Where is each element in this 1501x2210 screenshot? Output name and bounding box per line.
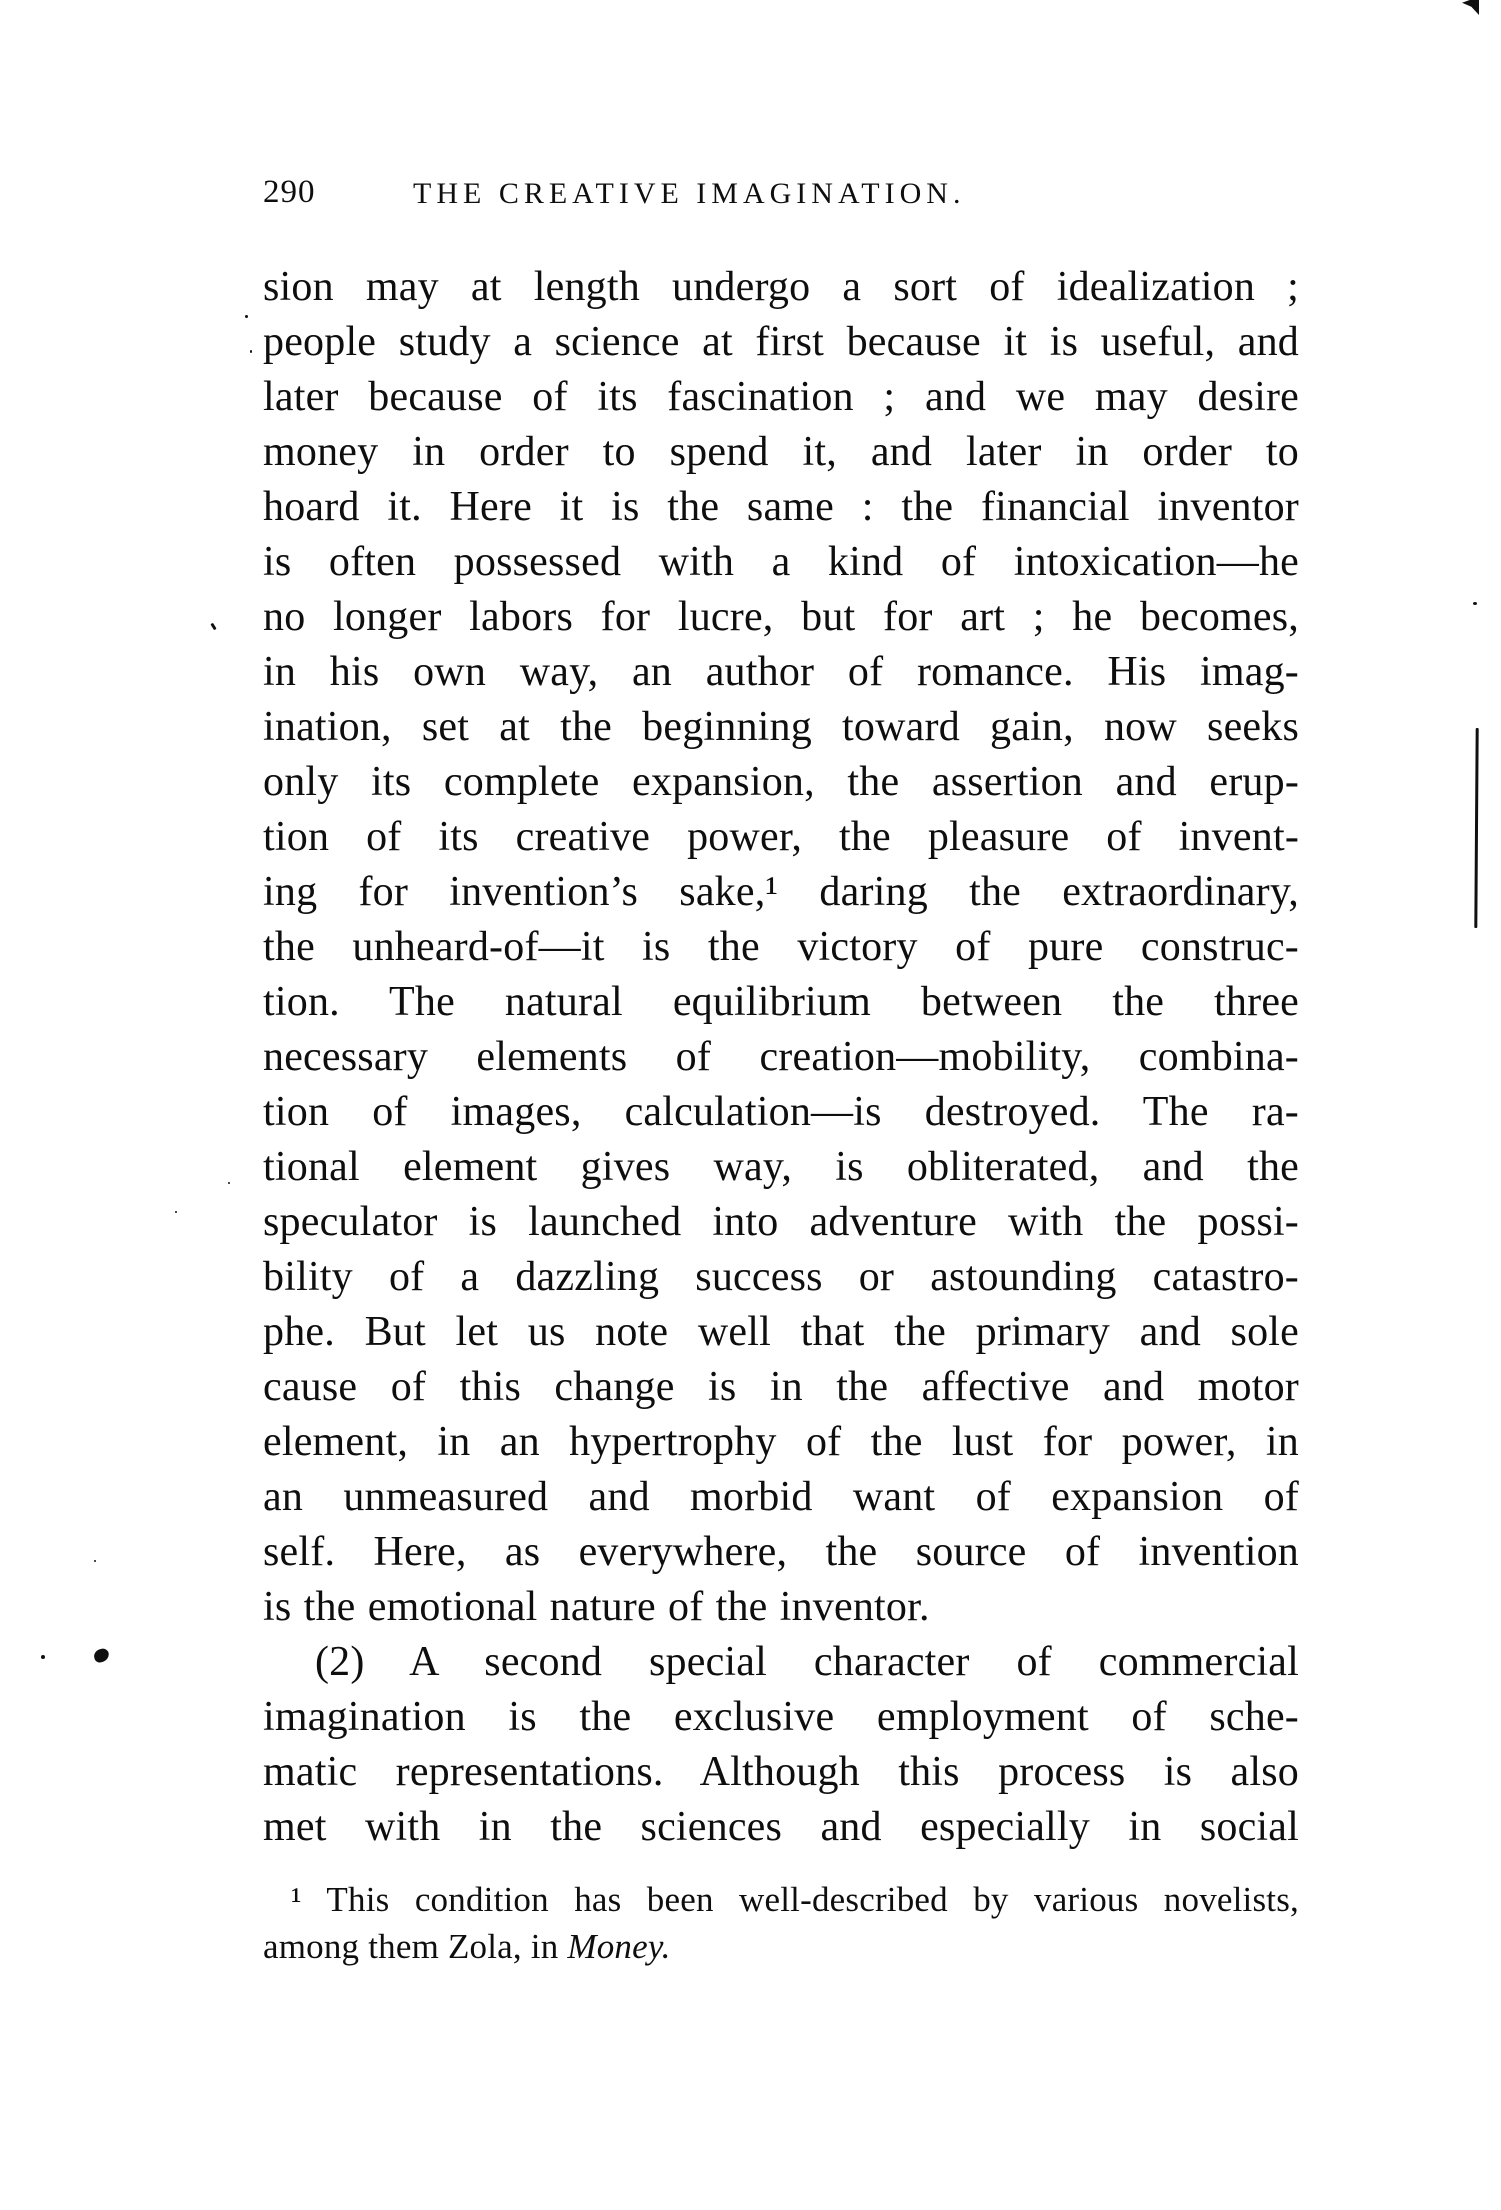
footnote-line <box>263 1923 1299 1970</box>
text-line: money in order to spend it, and later in order to <box>263 429 1299 475</box>
ink-speck <box>250 350 252 353</box>
text-line: necessary elements of creation—mobility, combina- <box>263 1034 1299 1080</box>
text-line: ination, set at the beginning toward gain, now seeks <box>263 704 1299 750</box>
text-line: imagination is the exclusive employment of sche- <box>263 1694 1299 1740</box>
footnote-line <box>263 1876 1299 1923</box>
text-line: hoard it. Here it is the same : the financial inventor <box>263 484 1299 530</box>
text-line: bility of a dazzling success or astounding catastro- <box>263 1254 1299 1300</box>
footnote <box>263 1876 1299 1970</box>
ink-speck <box>41 1655 45 1659</box>
ink-blob <box>93 1647 111 1663</box>
text-line: is often possessed with a kind of intoxication—he <box>263 539 1299 585</box>
text-line: no longer labors for lucre, but for art ; he becomes, <box>263 594 1299 640</box>
text-line: phe. But let us note well that the primary and sole <box>263 1309 1299 1355</box>
text-line: tional element gives way, is obliterated, and the <box>263 1144 1299 1190</box>
ink-speck <box>245 315 248 318</box>
text-line: people study a science at first because it is useful, and <box>263 319 1299 365</box>
text-line: is the emotional nature of the inventor. <box>263 1584 930 1630</box>
ink-speck <box>210 623 216 631</box>
text-line: element, in an hypertrophy of the lust for power, in <box>263 1419 1299 1465</box>
text-line: met with in the sciences and especially in social <box>263 1804 1299 1850</box>
ink-speck <box>1473 602 1477 605</box>
page-number: 290 <box>263 174 316 210</box>
text-line: later because of its fascination ; and we may desire <box>263 374 1299 420</box>
text-line: speculator is launched into adventure with the possi- <box>263 1199 1299 1245</box>
footnote-italic-text: Money. <box>567 1927 671 1966</box>
text-line: self. Here, as everywhere, the source of invention <box>263 1529 1299 1575</box>
text-line: tion of its creative power, the pleasure of invent- <box>263 814 1299 860</box>
text-line: matic representations. Although this process is also <box>263 1749 1299 1795</box>
text-line: tion of images, calculation—is destroyed. The ra- <box>263 1089 1299 1135</box>
footnote-text: among them Zola, in <box>263 1927 568 1966</box>
body-text <box>263 260 1299 1855</box>
text-line: (2) A second special character of commercial <box>315 1639 1299 1685</box>
ink-speck <box>94 1560 96 1562</box>
text-line: ing for invention’s sake,¹ daring the extraordinary, <box>263 869 1299 915</box>
footnote-text: ¹ This condition has been well-described by various novelists, <box>291 1880 1299 1919</box>
pencil-margin-line <box>1474 728 1478 928</box>
text-line: only its complete expansion, the assertion and erup- <box>263 759 1299 805</box>
text-line: tion. The natural equilibrium between the three <box>263 979 1299 1025</box>
ink-speck <box>175 1211 177 1213</box>
text-line: sion may at length undergo a sort of idealization ; <box>263 264 1299 310</box>
text-line: an unmeasured and morbid want of expansion of <box>263 1474 1299 1520</box>
text-line: the unheard-of—it is the victory of pure construc- <box>263 924 1299 970</box>
ink-speck <box>228 1182 230 1184</box>
text-line: in his own way, an author of romance. His imag- <box>263 649 1299 695</box>
corner-mark <box>1462 0 1479 15</box>
running-header-title: THE CREATIVE IMAGINATION. <box>413 177 966 210</box>
text-line: cause of this change is in the affective and motor <box>263 1364 1299 1410</box>
